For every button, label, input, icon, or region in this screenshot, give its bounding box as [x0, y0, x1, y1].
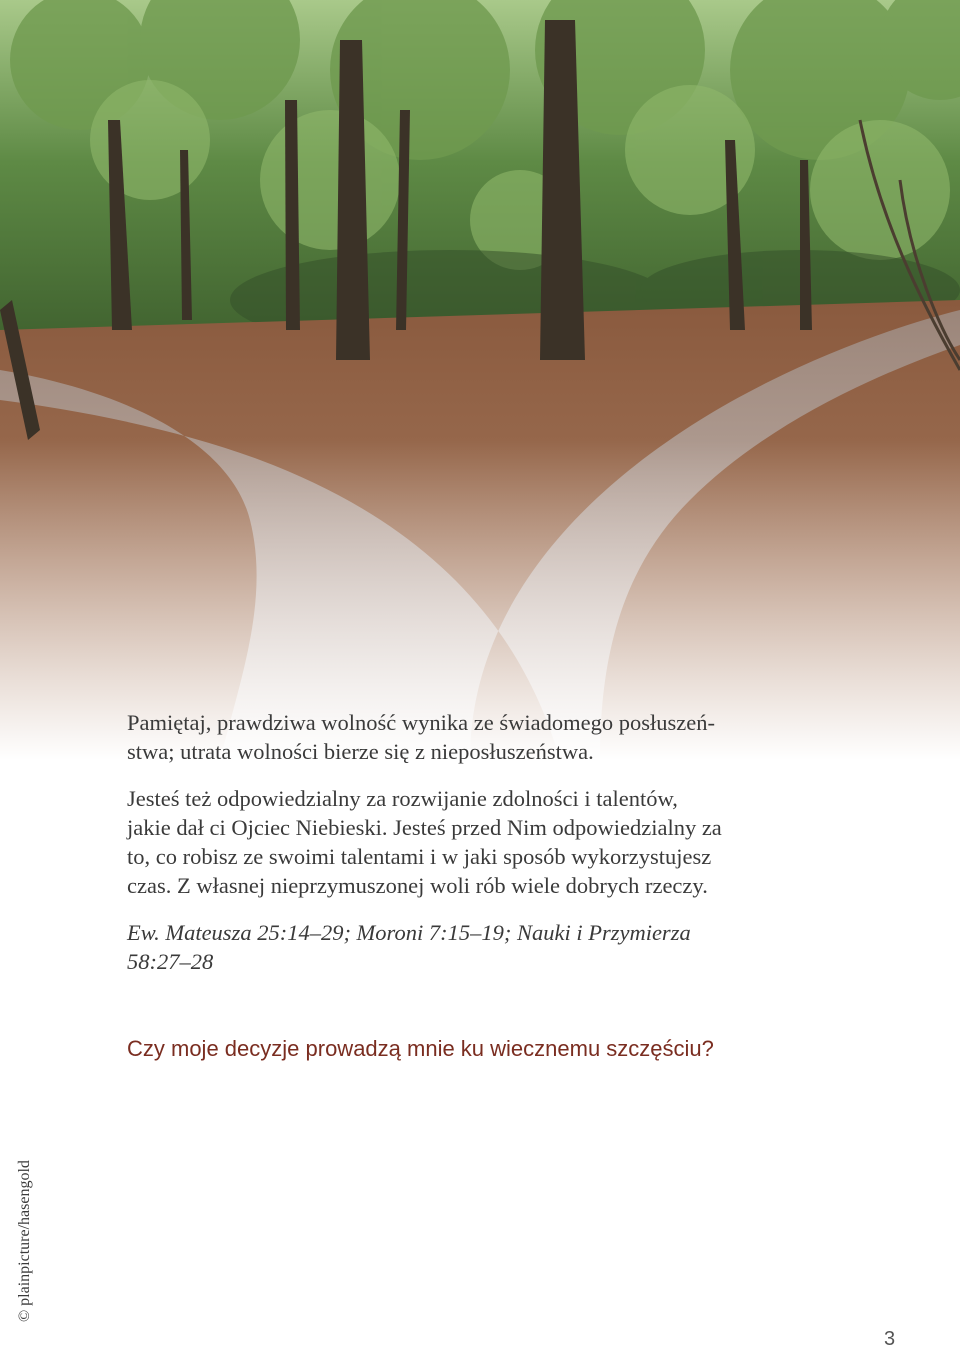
- reflection-question: Czy moje decyzje prowadzą mnie ku wiecznemu szczęściu?: [127, 1036, 714, 1061]
- photo-credit: [8, 1132, 38, 1322]
- text-line: jakie dał ci Ojciec Niebieski. Jesteś przed Nim odpowiedzialny za: [127, 815, 722, 840]
- text-line: stwa; utrata wolności bierze się z nieposłuszeństwa.: [127, 739, 594, 764]
- paragraph: [127, 708, 847, 766]
- page-number: 3: [884, 1328, 896, 1350]
- text-line: Jesteś też odpowiedzialny za rozwijanie zdolności i talentów,: [127, 786, 678, 811]
- photo-credit-text: © plainpicture/hasengold: [16, 1160, 33, 1322]
- scripture-references: [127, 918, 847, 976]
- reference-line: Ew. Mateusza 25:14–29; Moroni 7:15–19; Nauki i Przymierza: [127, 920, 691, 945]
- text-line: to, co robisz ze swoimi talentami i w jaki sposób wykorzystujesz: [127, 844, 712, 869]
- reference-line: 58:27–28: [127, 949, 214, 974]
- body-text: [127, 708, 847, 976]
- paragraph: [127, 784, 847, 900]
- text-line: czas. Z własnej nieprzymuszonej woli rób wiele dobrych rzeczy.: [127, 873, 708, 898]
- text-line: Pamiętaj, prawdziwa wolność wynika ze świadomego posłuszeń-: [127, 710, 715, 735]
